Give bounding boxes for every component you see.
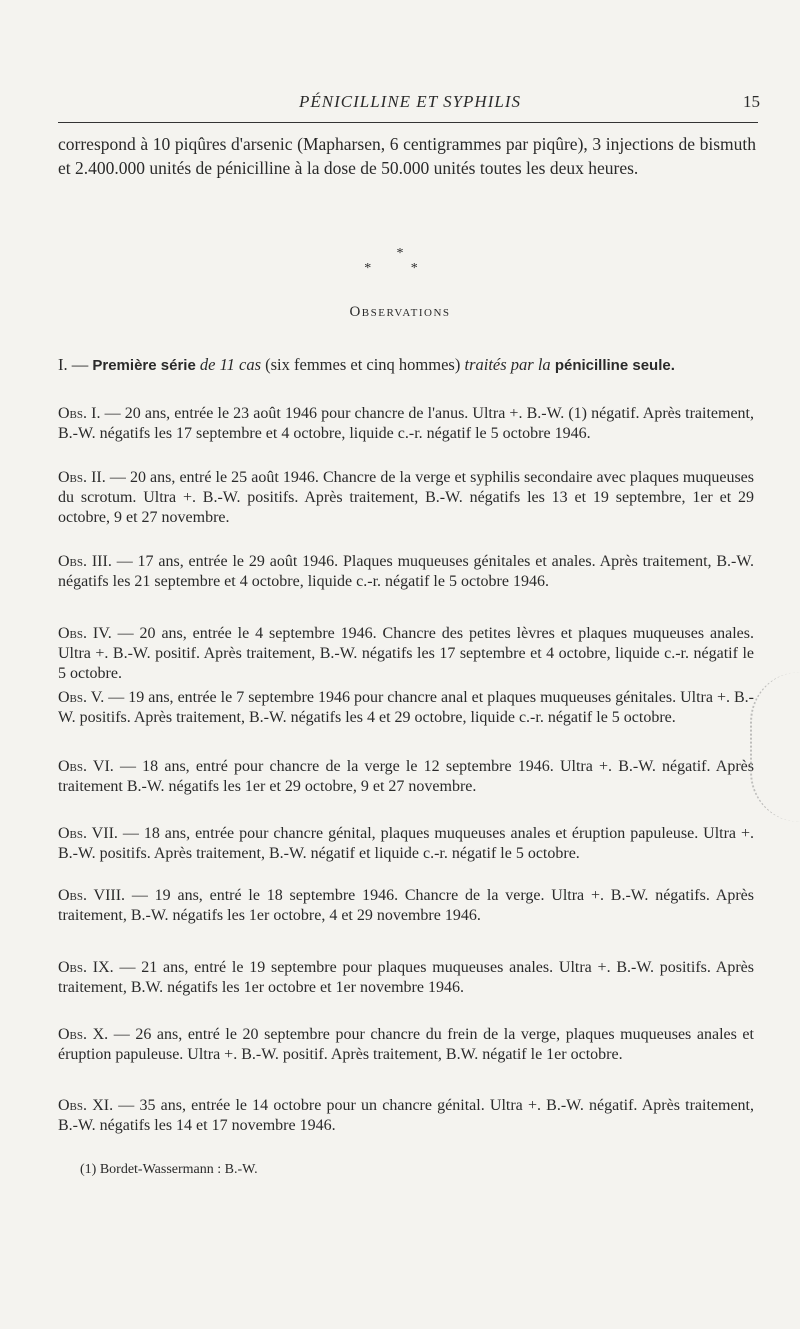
series-heading — [58, 354, 754, 376]
observation-11 — [58, 1096, 754, 1136]
observation-label: Obs. X. — [58, 1026, 109, 1043]
observation-7 — [58, 824, 754, 864]
observation-text: — 19 ans, entré le 18 septembre 1946. Chancre de la verge. Ultra +. B.-W. négatifs. Après traitement, B.-W. négatifs les 1er octobre, 4 et 29 novembre 1946. — [58, 887, 754, 924]
observation-label: Obs. V. — [58, 689, 105, 706]
observation-label: Obs. VI. — [58, 758, 114, 775]
observation-text: — 18 ans, entrée pour chancre génital, plaques muqueuses anales et éruption papuleuse. Ultra +. B.-W. positifs. Après traitement, B.-W. négatif et liquide c.-r. négatif le 5 octobre. — [58, 825, 755, 862]
series-normal: (six femmes et cinq hommes) — [261, 355, 465, 374]
observation-6 — [58, 757, 754, 797]
observation-text: — 26 ans, entré le 20 septembre pour chancre du frein de la verge, plaques muqueuses anales et éruption papuleuse. Ultra +. B.-W. positif. Après traitement, B.W. négatif le 1er octobre. — [58, 1026, 754, 1063]
observation-9 — [58, 958, 754, 998]
page-number: 15 — [743, 92, 760, 111]
observation-label: Obs. XI. — [58, 1097, 114, 1114]
observation-8 — [58, 886, 754, 926]
observation-1 — [58, 404, 754, 444]
footnote: (1) Bordet-Wassermann : B.-W. — [80, 1162, 258, 1177]
observation-10 — [58, 1025, 754, 1065]
series-bold-tail: pénicilline seule. — [550, 357, 675, 374]
observation-5 — [58, 688, 754, 728]
observation-label: Obs. IX. — [58, 959, 114, 976]
asterism-bottom: * * — [364, 261, 436, 276]
series-prefix: I. — — [58, 355, 93, 374]
observation-label: Obs. III. — [58, 553, 112, 570]
observation-text: — 21 ans, entré le 19 septembre pour plaques muqueuses anales. Ultra +. B.-W. positifs. Après traitement, B.W. négatifs les 1er octobre et 1er novembre 1946. — [58, 959, 754, 996]
observation-2 — [58, 468, 754, 528]
running-header — [60, 88, 760, 120]
header-rule — [58, 122, 758, 123]
series-italic-2: traités par la — [464, 355, 551, 374]
section-title: Observations — [349, 304, 451, 320]
observation-label: Obs. VIII. — [58, 887, 126, 904]
observation-text: — 18 ans, entré pour chancre de la verge le 12 septembre 1946. Ultra +. B.-W. négatif. Après traitement B.-W. négatifs les 1er et 29 octobre, 9 et 27 novembre. — [58, 758, 754, 795]
series-italic: de 11 cas — [195, 355, 262, 374]
observation-label: Obs. IV. — [58, 625, 112, 642]
observation-label: Obs. I. — [58, 405, 101, 422]
asterism-top: * — [396, 246, 404, 261]
observation-text: — 19 ans, entrée le 7 septembre 1946 pour chancre anal et plaques muqueuses génitales. Ultra +. B.-W. positifs. Après traitement, B.-W. négatifs les 4 et 29 octobre, liquide c.-r. négatif le 5 octobre. — [58, 689, 754, 726]
observation-text: — 20 ans, entrée le 23 août 1946 pour chancre de l'anus. Ultra +. B.-W. (1) négatif. Après traitement, B.-W. négatifs les 17 septembre et 4 octobre, liquide c.-r. négatif le 5 octobre 1946. — [58, 405, 754, 442]
observation-text: — 35 ans, entrée le 14 octobre pour un chancre génital. Ultra +. B.-W. négatif. Après traitement, B.-W. négatifs les 14 et 17 novembre 1946. — [58, 1097, 754, 1134]
observation-4 — [58, 624, 754, 684]
running-title: PÉNICILLINE ET SYPHILIS — [299, 92, 521, 111]
observation-text: — 20 ans, entrée le 4 septembre 1946. Chancre des petites lèvres et plaques muqueuses anales. Ultra +. B.-W. positif. Après traitement, B.-W. négatifs les 17 septembre et 4 octobre, liquide c.-r. négatif le 5 octobre. — [58, 625, 754, 682]
observation-label: Obs. VII. — [58, 825, 118, 842]
series-bold: Première série — [92, 357, 196, 374]
observation-text: — 17 ans, entrée le 29 août 1946. Plaques muqueuses génitales et anales. Après traitement, B.-W. négatifs les 21 septembre et 4 octobre, liquide c.-r. négatif le 5 octobre 1946. — [58, 553, 754, 590]
observation-label: Obs. II. — [58, 469, 106, 486]
intro-paragraph: correspond à 10 piqûres d'arsenic (Mapharsen, 6 centigrammes par piqûre), 3 injections de bismuth et 2.400.000 unités de pénicilline à la dose de 50.000 unités toutes les deux heures. — [58, 134, 756, 178]
observation-3 — [58, 552, 754, 592]
observation-text: — 20 ans, entré le 25 août 1946. Chancre de la verge et syphilis secondaire avec plaques muqueuses du scrotum. Ultra +. B.-W. positifs. Après traitement, B.-W. négatifs les 13 et 19 septembre, 1er et 29 octobre, 9 et 27 novembre. — [58, 469, 754, 526]
library-stamp — [750, 672, 800, 822]
